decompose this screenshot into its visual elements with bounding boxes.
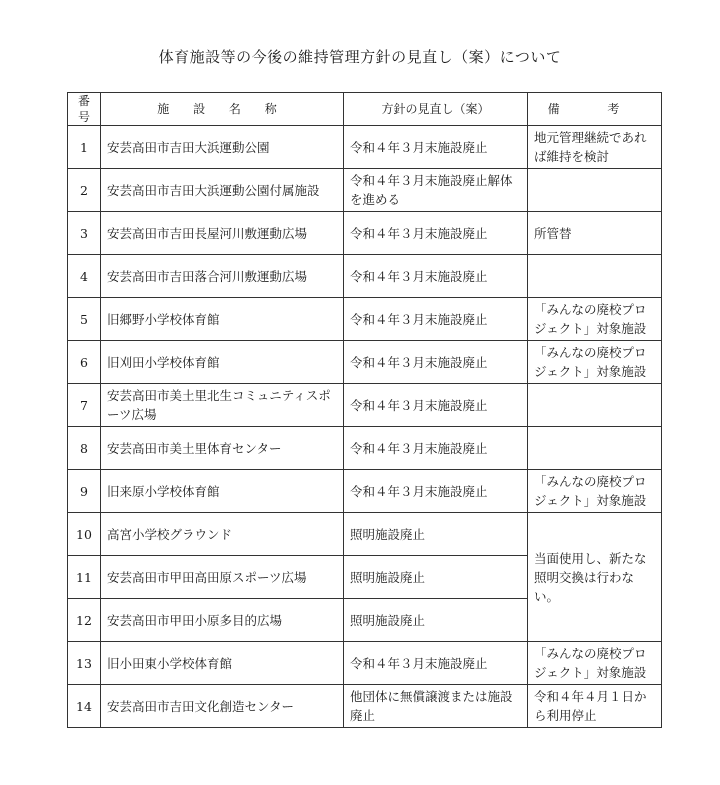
row-number: 8 <box>68 427 101 470</box>
note-cell: 所管替 <box>528 212 662 255</box>
note-cell: 地元管理継続であれば維持を検討 <box>528 126 662 169</box>
facility-name: 安芸高田市美土里北生コミュニティスポーツ広場 <box>101 384 344 427</box>
table-row <box>68 470 662 513</box>
facility-name: 旧刈田小学校体育館 <box>101 341 344 384</box>
note-cell <box>528 255 662 298</box>
facility-table <box>67 92 662 728</box>
header-policy: 方針の見直し（案） <box>344 93 528 126</box>
table-row <box>68 642 662 685</box>
policy-cell: 令和４年３月末施設廃止 <box>344 212 528 255</box>
policy-cell: 令和４年３月末施設廃止解体を進める <box>344 169 528 212</box>
table-row <box>68 685 662 728</box>
policy-cell: 令和４年３月末施設廃止 <box>344 255 528 298</box>
note-cell <box>528 427 662 470</box>
facility-name: 安芸高田市吉田大浜運動公園付属施設 <box>101 169 344 212</box>
table-row <box>68 212 662 255</box>
row-number: 2 <box>68 169 101 212</box>
note-cell <box>528 384 662 427</box>
row-number: 14 <box>68 685 101 728</box>
note-cell-merged: 当面使用し、新たな照明交換は行わない。 <box>528 513 662 642</box>
facility-name: 安芸高田市甲田高田原スポーツ広場 <box>101 556 344 599</box>
table-body <box>68 126 662 728</box>
facility-name: 旧来原小学校体育館 <box>101 470 344 513</box>
table-row <box>68 298 662 341</box>
note-cell: 「みんなの廃校プロジェクト」対象施設 <box>528 470 662 513</box>
row-number: 6 <box>68 341 101 384</box>
table-row <box>68 341 662 384</box>
policy-cell: 照明施設廃止 <box>344 556 528 599</box>
facility-name: 安芸高田市吉田落合河川敷運動広場 <box>101 255 344 298</box>
row-number: 5 <box>68 298 101 341</box>
policy-cell: 令和４年３月末施設廃止 <box>344 384 528 427</box>
policy-cell: 照明施設廃止 <box>344 513 528 556</box>
row-number: 1 <box>68 126 101 169</box>
table-row <box>68 255 662 298</box>
policy-cell: 令和４年３月末施設廃止 <box>344 470 528 513</box>
row-number: 10 <box>68 513 101 556</box>
note-cell <box>528 169 662 212</box>
header-no: 番号 <box>68 93 101 126</box>
table-row <box>68 126 662 169</box>
row-number: 9 <box>68 470 101 513</box>
table-row <box>68 427 662 470</box>
row-number: 11 <box>68 556 101 599</box>
policy-cell: 令和４年３月末施設廃止 <box>344 341 528 384</box>
facility-name: 安芸高田市吉田大浜運動公園 <box>101 126 344 169</box>
header-note: 備 考 <box>528 93 662 126</box>
table-row <box>68 384 662 427</box>
row-number: 12 <box>68 599 101 642</box>
policy-cell: 他団体に無償譲渡または施設廃止 <box>344 685 528 728</box>
policy-cell: 令和４年３月末施設廃止 <box>344 642 528 685</box>
policy-cell: 令和４年３月末施設廃止 <box>344 126 528 169</box>
row-number: 3 <box>68 212 101 255</box>
document-title: 体育施設等の今後の維持管理方針の見直し（案）について <box>158 48 562 66</box>
table-row <box>68 513 662 556</box>
facility-name: 旧小田東小学校体育館 <box>101 642 344 685</box>
policy-cell: 照明施設廃止 <box>344 599 528 642</box>
table-header <box>68 93 662 126</box>
facility-name: 高宮小学校グラウンド <box>101 513 344 556</box>
row-number: 7 <box>68 384 101 427</box>
policy-cell: 令和４年３月末施設廃止 <box>344 427 528 470</box>
row-number: 4 <box>68 255 101 298</box>
note-cell: 「みんなの廃校プロジェクト」対象施設 <box>528 341 662 384</box>
facility-name: 安芸高田市吉田文化創造センター <box>101 685 344 728</box>
note-cell: 「みんなの廃校プロジェクト」対象施設 <box>528 642 662 685</box>
facility-name: 旧郷野小学校体育館 <box>101 298 344 341</box>
facility-name: 安芸高田市吉田長屋河川敷運動広場 <box>101 212 344 255</box>
note-cell: 「みんなの廃校プロジェクト」対象施設 <box>528 298 662 341</box>
facility-name: 安芸高田市甲田小原多目的広場 <box>101 599 344 642</box>
facility-name: 安芸高田市美土里体育センター <box>101 427 344 470</box>
policy-cell: 令和４年３月末施設廃止 <box>344 298 528 341</box>
header-name: 施 設 名 称 <box>101 93 344 126</box>
header-row <box>68 93 662 126</box>
row-number: 13 <box>68 642 101 685</box>
table-row <box>68 169 662 212</box>
note-cell: 令和４年４月１日から利用停止 <box>528 685 662 728</box>
